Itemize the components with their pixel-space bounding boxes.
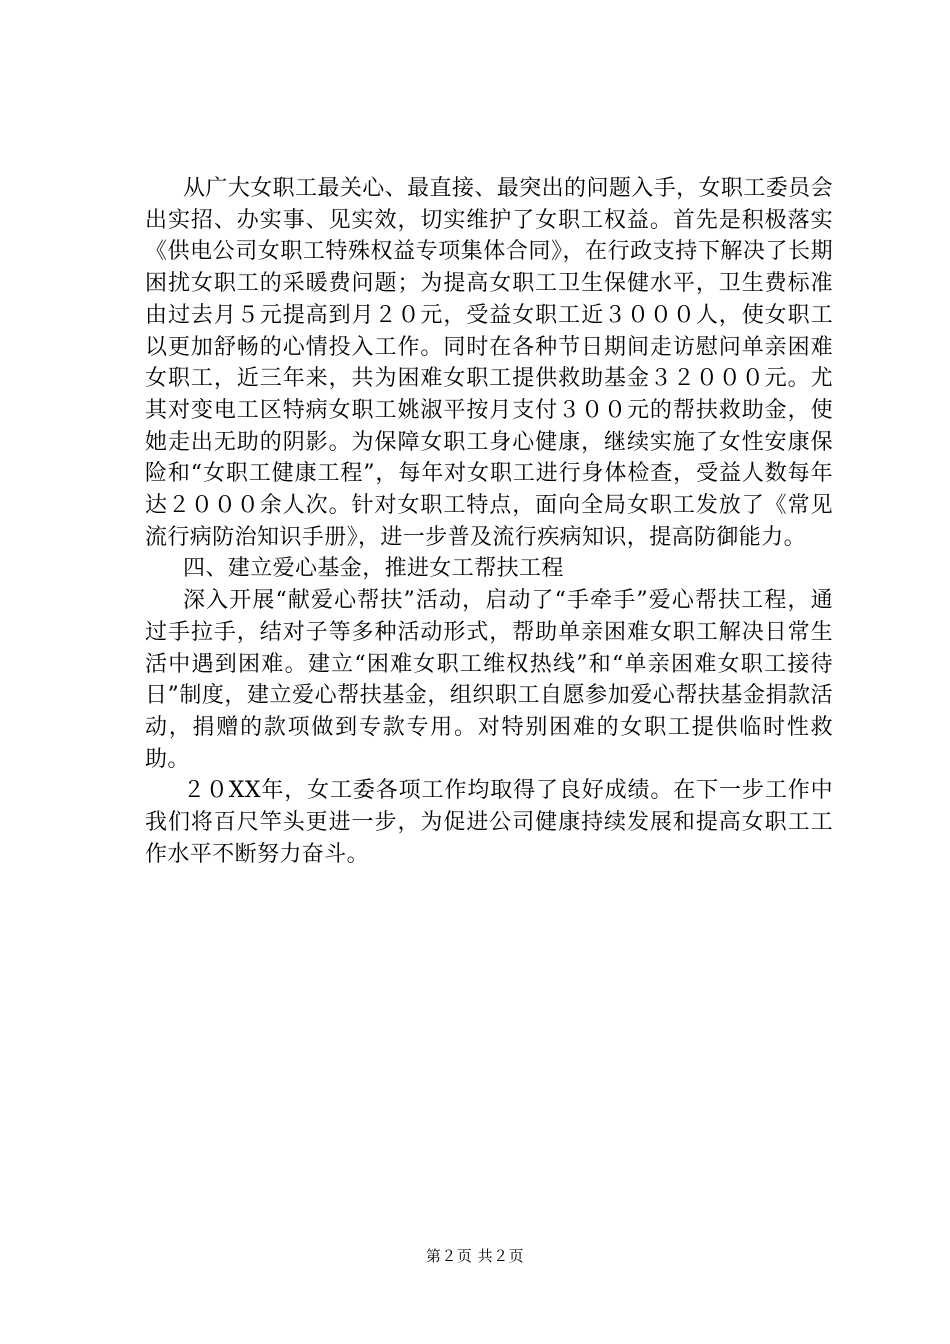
paragraph-womens-rights: 从广大女职工最关心、最直接、最突出的问题入手，女职工委员会出实招、办实事、见实效，切实维护了女职工权益。首先是积极落实《供电公司女职工特殊权益专项集体合同》，在行政支持下解决了长期困扰女职工的采暖费问题；为提高女职工卫生保健水平，卫生费标准由过去月５元提高到月２０元，受益女职工近３０００人，使女职工以更加舒畅的心情投入工作。同时在各种节日期间走访慰问单亲困难女职工，近三年来，共为困难女职工提供救助基金３２０００元。尤其对变电工区特病女职工姚淑平按月支付３００元的帮扶救助金，使她走出无助的阴影。为保障女职工身心健康，继续实施了女性安康保险和“女职工健康工程”，每年对女职工进行身体检查，受益人数每年达２０００余人次。针对女职工特点，面向全局女职工发放了《常见流行病防治知识手册》，进一步普及流行疾病知识，提高防御能力。 xyxy=(145,176,833,550)
paragraph-assistance-program: 深入开展“献爱心帮扶”活动，启动了“手牵手”爱心帮扶工程，通过手拉手，结对子等多种活动形式，帮助单亲困难女职工解决日常生活中遇到困难。建立“困难女职工维权热线”和“单亲困难女职工接待日”制度，建立爱心帮扶基金，组织职工自愿参加爱心帮扶基金捐款活动，捐赠的款项做到专款专用。对特别困难的女职工提供临时性救助。 xyxy=(145,588,833,772)
page-number-footer: 第２页 共２页 xyxy=(425,1247,525,1265)
section-heading-love-fund: 四、建立爱心基金，推进女工帮扶工程 xyxy=(183,556,564,582)
paragraph-summary: ２０XX年，女工委各项工作均取得了良好成绩。在下一步工作中我们将百尺竿头更进一步，为促进公司健康持续发展和提高女职工工作水平不断努力奋斗。 xyxy=(145,778,833,867)
document-body xyxy=(145,173,833,870)
